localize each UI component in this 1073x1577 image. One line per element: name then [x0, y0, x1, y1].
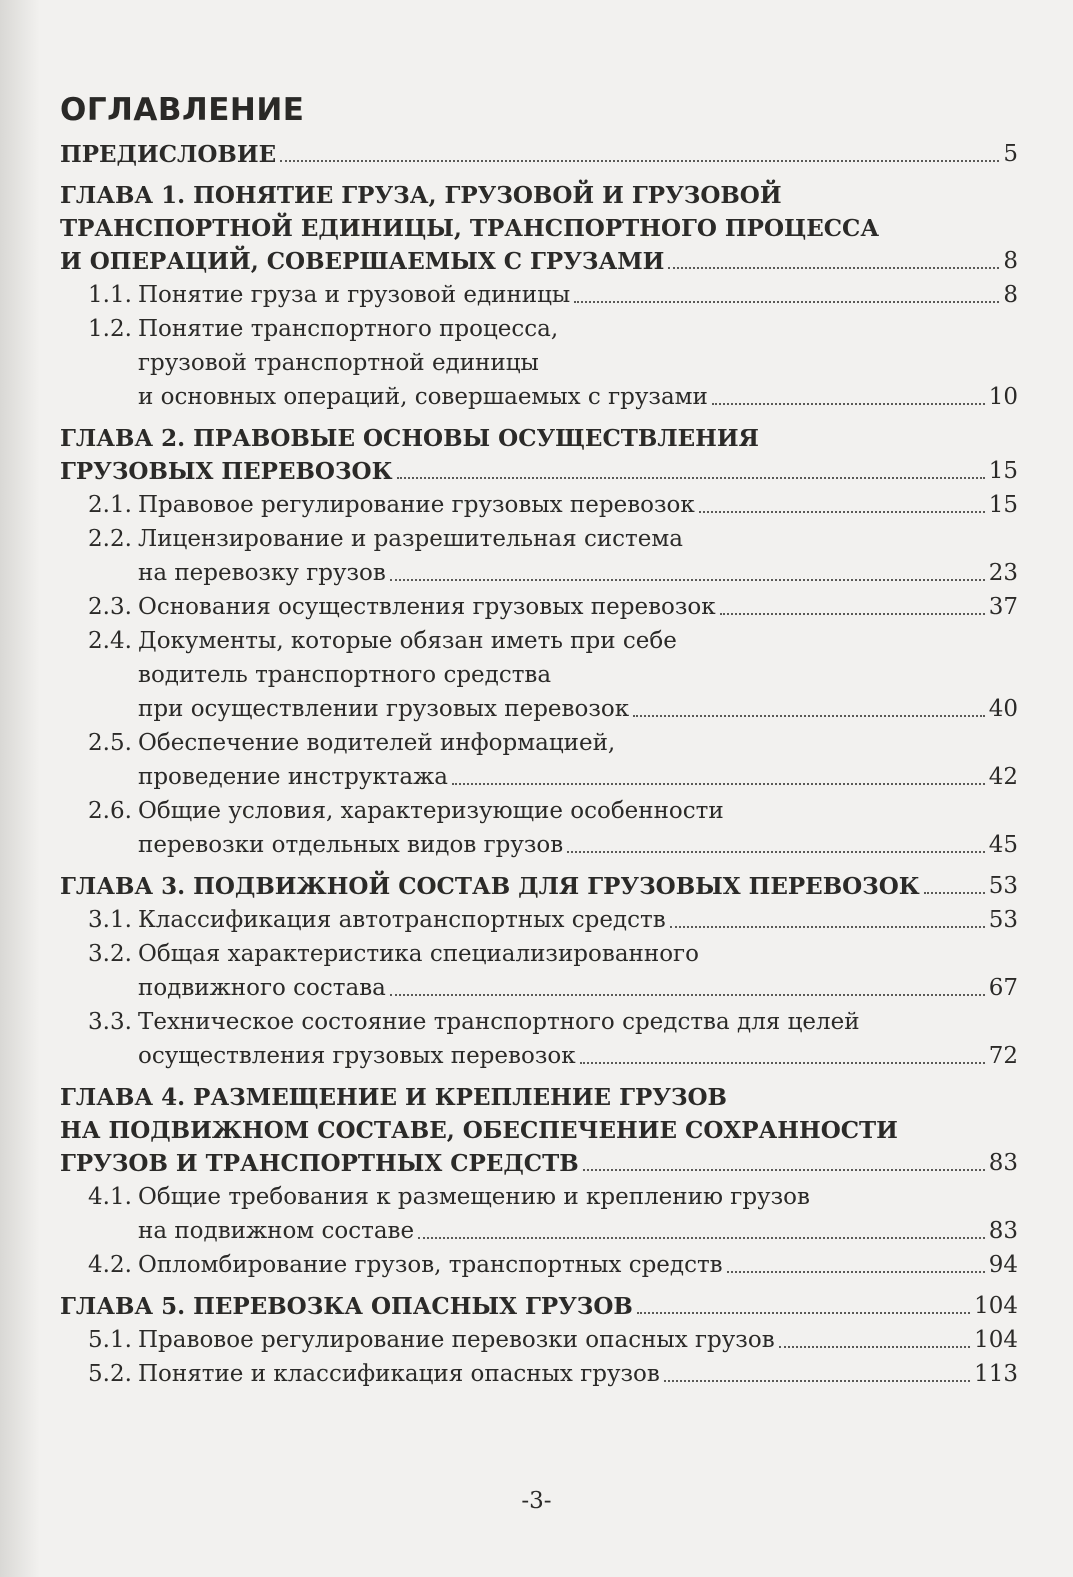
toc-entry-line [88, 1357, 1018, 1391]
toc-entry-line [88, 1005, 1018, 1039]
dot-leader [668, 267, 999, 269]
toc-section-entry[interactable] [60, 937, 1018, 1005]
section-title: на перевозку грузов [138, 560, 386, 586]
section-title: грузовой транспортной единицы [138, 350, 539, 376]
toc-entry-line [88, 794, 1018, 828]
page-number: 83 [988, 1218, 1018, 1244]
toc-section-entry[interactable] [60, 522, 1018, 590]
toc-entry-line [88, 760, 1018, 794]
toc-entry-line [88, 726, 1018, 760]
toc-entry-line [88, 590, 1018, 624]
dot-leader [390, 994, 985, 996]
page-number: 45 [988, 832, 1018, 858]
toc-entry-line [88, 522, 1018, 556]
dot-leader [720, 613, 985, 615]
chapter-title: ГЛАВА 3. ПОДВИЖНОЙ СОСТАВ ДЛЯ ГРУЗОВЫХ ПЕРЕВОЗОК [60, 873, 920, 900]
chapter-title: ПРЕДИСЛОВИЕ [60, 141, 277, 168]
section-title: проведение инструктажа [138, 764, 449, 790]
page-number: 37 [988, 594, 1018, 620]
page-number: 15 [988, 492, 1018, 518]
chapter-title: ГЛАВА 5. ПЕРЕВОЗКА ОПАСНЫХ ГРУЗОВ [60, 1293, 633, 1320]
toc-entry-line [88, 278, 1018, 312]
page-number: 15 [988, 458, 1018, 484]
toc-section-entry[interactable] [60, 1180, 1018, 1248]
toc-entry-line [60, 455, 1018, 488]
dot-leader [567, 851, 984, 853]
section-number: 5.2. [88, 1361, 132, 1387]
toc-section-entry[interactable] [60, 1005, 1018, 1073]
toc-entry-line [60, 138, 1018, 171]
toc-chapter-entry[interactable] [60, 179, 1018, 278]
toc-section-entry[interactable] [60, 624, 1018, 726]
section-number: 4.1. [88, 1184, 132, 1210]
chapter-title: ГРУЗОВ И ТРАНСПОРТНЫХ СРЕДСТВ [60, 1150, 579, 1177]
section-number: 2.6. [88, 798, 132, 824]
section-number: 2.2. [88, 526, 132, 552]
toc-entry-line [60, 1114, 1018, 1147]
section-title: Правовое регулирование грузовых перевозок [138, 492, 695, 518]
toc-section-entry[interactable] [60, 312, 1018, 414]
section-title: водитель транспортного средства [138, 662, 552, 688]
dot-leader [664, 1380, 970, 1382]
toc-entry-line [88, 903, 1018, 937]
dot-leader [712, 403, 985, 405]
section-title: Общие условия, характеризующие особенности [138, 798, 724, 824]
toc-entry-line [88, 624, 1018, 658]
section-number: 3.3. [88, 1009, 132, 1035]
dot-leader [727, 1271, 985, 1273]
section-number: 3.1. [88, 907, 132, 933]
dot-leader [670, 926, 985, 928]
toc-chapter-entry[interactable] [60, 870, 1018, 903]
section-title: Обеспечение водителей информацией, [138, 730, 616, 756]
dot-leader [397, 477, 985, 479]
section-number: 4.2. [88, 1252, 132, 1278]
toc-entry-line [88, 312, 1018, 346]
toc-chapter-entry[interactable] [60, 1290, 1018, 1323]
toc-entry-line [88, 971, 1018, 1005]
section-title: Понятие груза и грузовой единицы [138, 282, 571, 308]
toc-entry-line [88, 1248, 1018, 1282]
section-number: 2.1. [88, 492, 132, 518]
toc-entry-line [60, 1290, 1018, 1323]
page-number: 113 [974, 1361, 1018, 1387]
section-title: подвижного состава [138, 975, 386, 1001]
chapter-title: ТРАНСПОРТНОЙ ЕДИНИЦЫ, ТРАНСПОРТНОГО ПРОЦЕССА [60, 215, 880, 242]
section-title: Документы, которые обязан иметь при себе [138, 628, 677, 654]
toc-entry-line [60, 245, 1018, 278]
toc-entry-line [60, 212, 1018, 245]
page-number: 53 [988, 873, 1018, 899]
chapter-title: НА ПОДВИЖНОМ СОСТАВЕ, ОБЕСПЕЧЕНИЕ СОХРАННОСТИ [60, 1117, 898, 1144]
toc-entry-line [60, 422, 1018, 455]
section-title: на подвижном составе [138, 1218, 415, 1244]
section-title: Опломбирование грузов, транспортных средств [138, 1252, 723, 1278]
toc-entry-line [88, 346, 1018, 380]
toc-entry-line [88, 658, 1018, 692]
section-title: Общая характеристика специализированного [138, 941, 699, 967]
page-number: 42 [988, 764, 1018, 790]
dot-leader [637, 1312, 970, 1314]
toc-entry-line [88, 692, 1018, 726]
section-title: Техническое состояние транспортного средства для целей [138, 1009, 860, 1035]
toc-entry-line [60, 1081, 1018, 1114]
section-title: перевозки отдельных видов грузов [138, 832, 564, 858]
section-title: Правовое регулирование перевозки опасных грузов [138, 1327, 775, 1353]
toc-entry-line [88, 1039, 1018, 1073]
toc-section-entry[interactable] [60, 278, 1018, 312]
dot-leader [779, 1346, 970, 1348]
page-number: 83 [988, 1150, 1018, 1176]
page-edge-shadow [0, 0, 40, 1577]
page-number: 53 [988, 907, 1018, 933]
dot-leader [418, 1237, 985, 1239]
toc-title: ОГЛАВЛЕНИЕ [60, 92, 305, 128]
section-number: 2.5. [88, 730, 132, 756]
toc-entry-line [88, 1214, 1018, 1248]
toc-section-entry[interactable] [60, 1248, 1018, 1282]
dot-leader [390, 579, 985, 581]
toc-section-entry[interactable] [60, 903, 1018, 937]
page-number: 10 [988, 384, 1018, 410]
toc-list [60, 138, 1018, 1391]
toc-section-entry[interactable] [60, 1357, 1018, 1391]
toc-entry-line [88, 937, 1018, 971]
page-number: 104 [974, 1293, 1018, 1319]
section-number: 1.1. [88, 282, 132, 308]
toc-chapter-entry[interactable] [60, 422, 1018, 488]
page-number: 94 [988, 1252, 1018, 1278]
page-number: 67 [988, 975, 1018, 1001]
toc-entry-line [60, 1147, 1018, 1180]
page-number-footer: -3- [521, 1488, 552, 1514]
dot-leader [580, 1062, 985, 1064]
dot-leader [633, 715, 985, 717]
toc-entry-line [88, 488, 1018, 522]
toc-entry-line [88, 1323, 1018, 1357]
page-number: 72 [988, 1043, 1018, 1069]
section-number: 2.3. [88, 594, 132, 620]
dot-leader [452, 783, 985, 785]
dot-leader [583, 1169, 985, 1171]
toc-section-entry[interactable] [60, 590, 1018, 624]
toc-section-entry[interactable] [60, 726, 1018, 794]
toc-entry-line [88, 380, 1018, 414]
section-number: 2.4. [88, 628, 132, 654]
section-title: при осуществлении грузовых перевозок [138, 696, 630, 722]
section-number: 3.2. [88, 941, 132, 967]
toc-entry-line [88, 556, 1018, 590]
page-number: 23 [988, 560, 1018, 586]
section-title: Основания осуществления грузовых перевозок [138, 594, 716, 620]
chapter-title: ГЛАВА 1. ПОНЯТИЕ ГРУЗА, ГРУЗОВОЙ И ГРУЗОВОЙ [60, 182, 782, 209]
dot-leader [924, 892, 985, 894]
dot-leader [699, 511, 985, 513]
toc-entry-line [88, 1180, 1018, 1214]
chapter-title: ГЛАВА 4. РАЗМЕЩЕНИЕ И КРЕПЛЕНИЕ ГРУЗОВ [60, 1084, 727, 1111]
section-title: и основных операций, совершаемых с грузами [138, 384, 708, 410]
dot-leader [280, 160, 999, 162]
section-title: Понятие и классификация опасных грузов [138, 1361, 660, 1387]
chapter-title: И ОПЕРАЦИЙ, СОВЕРШАЕМЫХ С ГРУЗАМИ [60, 248, 665, 275]
page-number: 8 [1003, 248, 1018, 274]
toc-chapter-entry[interactable] [60, 138, 1018, 171]
page-number: 40 [988, 696, 1018, 722]
chapter-title: ГРУЗОВЫХ ПЕРЕВОЗОК [60, 458, 393, 485]
page-number: 104 [974, 1327, 1018, 1353]
dot-leader [574, 301, 999, 303]
page-number: 8 [1003, 282, 1018, 308]
toc-entry-line [60, 179, 1018, 212]
toc-entry-line [88, 828, 1018, 862]
toc-entry-line [60, 870, 1018, 903]
section-title: Лицензирование и разрешительная система [138, 526, 683, 552]
toc-chapter-entry[interactable] [60, 1081, 1018, 1180]
toc-section-entry[interactable] [60, 488, 1018, 522]
table-of-contents [60, 92, 1018, 1391]
toc-section-entry[interactable] [60, 1323, 1018, 1357]
page-number: 5 [1003, 141, 1018, 167]
chapter-title: ГЛАВА 2. ПРАВОВЫЕ ОСНОВЫ ОСУЩЕСТВЛЕНИЯ [60, 425, 759, 452]
section-title: Общие требования к размещению и креплению грузов [138, 1184, 810, 1210]
section-number: 1.2. [88, 316, 132, 342]
section-title: Понятие транспортного процесса, [138, 316, 559, 342]
section-title: Классификация автотранспортных средств [138, 907, 666, 933]
section-title: осуществления грузовых перевозок [138, 1043, 576, 1069]
toc-section-entry[interactable] [60, 794, 1018, 862]
section-number: 5.1. [88, 1327, 132, 1353]
